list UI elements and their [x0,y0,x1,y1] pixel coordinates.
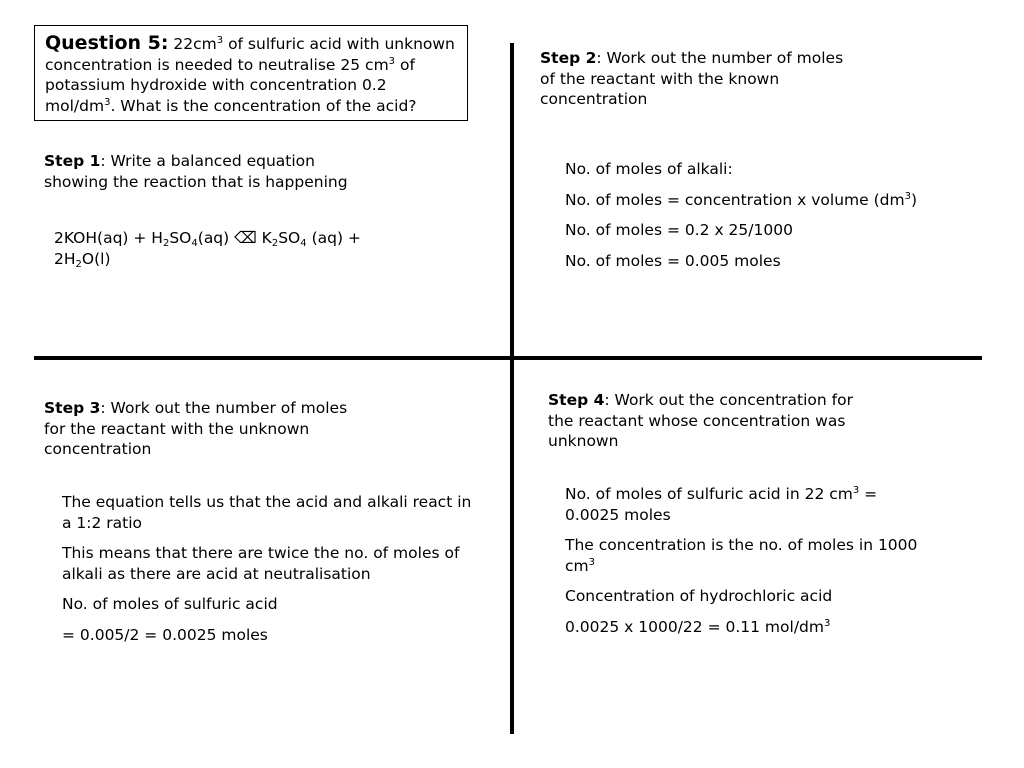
step1-label: Step 1 [44,152,101,170]
step4-line-2: The concentration is the no. of moles in 1000 $cm^3$ [565,536,918,575]
step2-heading [540,48,860,110]
question-label: Question 5: [45,32,169,54]
step3-label: Step 3 [44,399,101,417]
step2-line-1: No. of moles of alkali: [565,160,733,178]
step1-equation: $2KOH(aq) + H_2SO_4(aq)$ ⌫ $K_2SO_4$ $(aq) + 2H_2O(l)$ [54,228,361,270]
step4-working [565,484,935,647]
arrow-icon: ⌫ [234,228,257,247]
step4-label: Step 4 [548,391,605,409]
step3-working [62,492,474,655]
step2-line-2: No. of moles = concentration x volume $(dm^3)$ [565,190,918,209]
step3-text: : Work out the number of moles for the reactant with the unknown concentration [44,399,348,458]
step4-line-4: 0.0025 x 1000/22 = 0.11 mol/$dm^3$ [565,617,831,636]
step2-working [565,159,985,281]
step3-line-3: No. of moles of sulfuric acid [62,595,278,613]
step4-text: : Work out the concentration for the reactant whose concentration was unknown [548,391,853,450]
step2-line-3: No. of moles = 0.2 x 25/1000 [565,221,793,239]
step3-line-2: This means that there are twice the no. of moles of alkali as there are acid at neutralisation [62,544,460,583]
question-text: $22cm^3$ of sulfuric acid with unknown concentration is needed to neutralise 25 $cm^3$ of potassium hydroxide with concentration 0.2 mol/$dm^3$. What is the concentration of the acid? [45,35,455,115]
horizontal-divider [34,356,982,360]
question-box [34,25,468,121]
step2-label: Step 2 [540,49,597,67]
step4-heading [548,390,878,452]
vertical-divider [510,43,514,734]
step3-heading [44,398,366,460]
step2-text: : Work out the number of moles of the reactant with the known concentration [540,49,844,108]
step1-text: : Write a balanced equation showing the reaction that is happening [44,152,348,191]
step1-heading [44,151,360,192]
step3-line-4: = 0.005/2 = 0.0025 moles [62,625,268,644]
step2-line-4: No. of moles = 0.005 moles [565,251,781,270]
step3-line-1: The equation tells us that the acid and alkali react in a 1:2 ratio [62,493,472,532]
step4-line-3: Concentration of hydrochloric acid [565,587,833,605]
step4-line-1: No. of moles of sulfuric acid in 22 $cm^3 = 0.0025$ moles [565,485,878,524]
